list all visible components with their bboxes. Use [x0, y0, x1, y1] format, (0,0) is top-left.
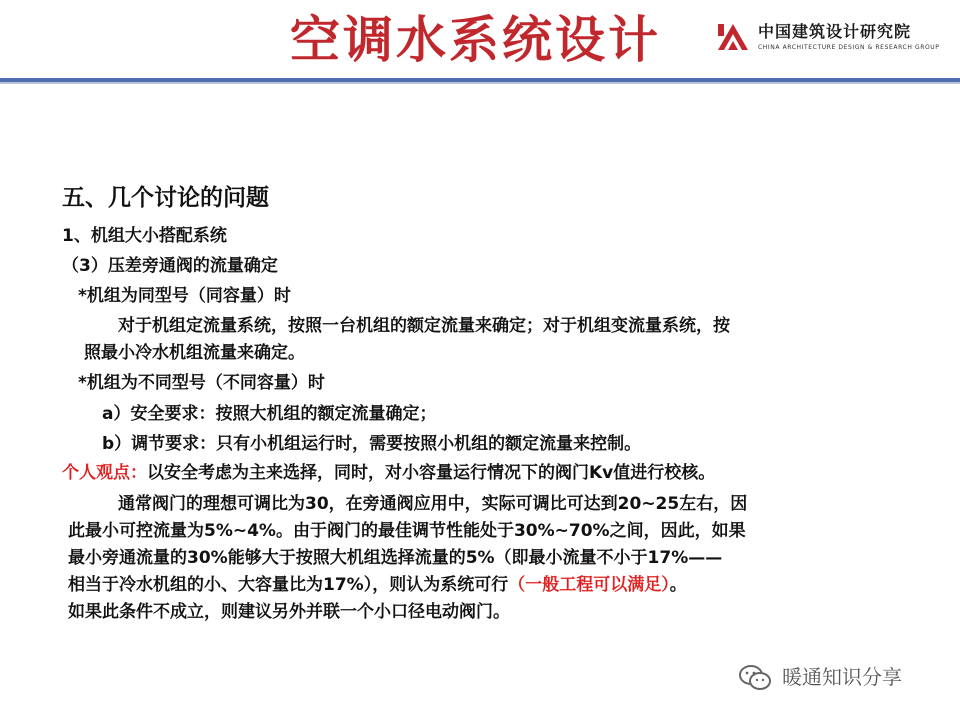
watermark — [738, 662, 938, 692]
opinion-label: 个人观点： — [62, 463, 147, 483]
section-heading: 五、几个讨论的问题 — [62, 185, 269, 211]
body-text: 。 — [669, 575, 687, 595]
watermark-text: 暖通知识分享 — [782, 665, 902, 689]
requirement-a: a）安全要求：按照大机组的额定流量确定； — [102, 404, 437, 424]
body-line — [68, 571, 687, 599]
body-line: 此最小可控流量为5%~4%。由于阀门的最佳调节性能处于30%~70%之间，因此，如果 — [68, 521, 746, 541]
case-different-model: *机组为不同型号（不同容量）时 — [78, 373, 325, 393]
opinion-text: 以安全考虑为主来选择，同时，对小容量运行情况下的阀门Kv值进行校核。 — [147, 463, 716, 483]
body-line: 如果此条件不成立，则建议另外并联一个小口径电动阀门。 — [68, 602, 510, 622]
logo-chinese-name: 中国建筑设计研究院 — [758, 22, 912, 41]
case-same-model: *机组为同型号（同容量）时 — [78, 286, 291, 306]
slide-title: 空调水系统设计 — [290, 11, 661, 69]
slide-header — [0, 0, 960, 80]
requirement-b: b）调节要求：只有小机组运行时，需要按照小机组的额定流量来控制。 — [102, 434, 642, 454]
body-line: 最小旁通流量的30%能够大于按照大机组选择流量的5%（即最小流量不小于17%—— — [68, 548, 723, 568]
logo-mark-icon — [716, 22, 750, 52]
body-text: 相当于冷水机组的小、大容量比为17%），则认为系统可行 — [68, 575, 509, 595]
company-logo — [716, 20, 946, 60]
opinion-line — [62, 459, 715, 487]
logo-english-name: CHINA ARCHITECTURE DESIGN & RESEARCH GROUP — [758, 44, 940, 51]
body-line: 通常阀门的理想可调比为30，在旁通阀应用中，实际可调比可达到20~25左右，因 — [118, 494, 748, 514]
body-line: 照最小冷水机组流量来确定。 — [84, 343, 305, 363]
wechat-icon — [738, 664, 772, 692]
item-heading: 1、机组大小搭配系统 — [62, 226, 227, 246]
body-line: 对于机组定流量系统，按照一台机组的额定流量来确定；对于机组变流量系统，按 — [118, 316, 730, 336]
subitem-heading: （3）压差旁通阀的流量确定 — [62, 256, 278, 276]
header-divider-shadow — [0, 82, 960, 84]
highlight-text: （一般工程可以满足） — [508, 575, 670, 595]
